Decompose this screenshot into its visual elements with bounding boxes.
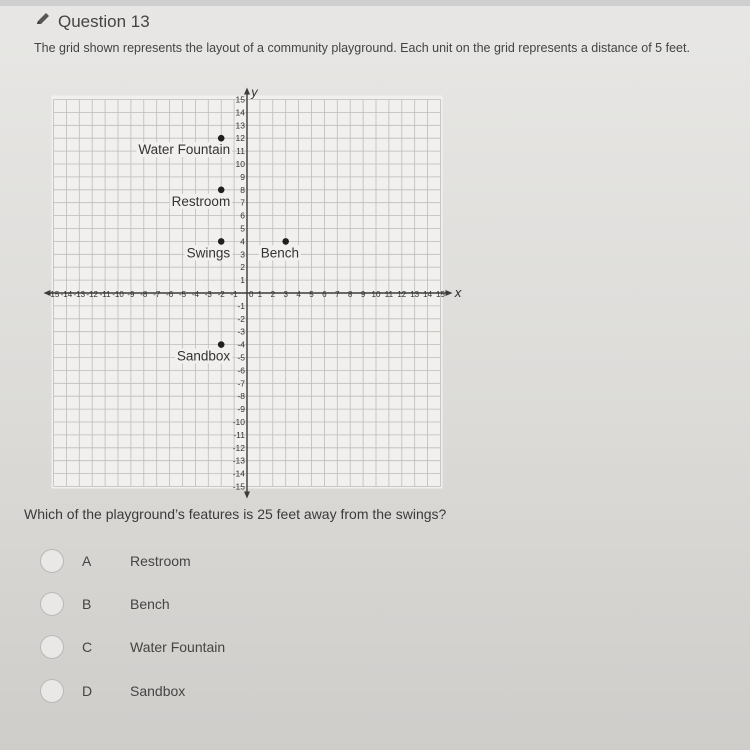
x-tick-label: -3	[204, 290, 212, 299]
point-label: Swings	[186, 245, 231, 261]
data-point	[282, 238, 289, 245]
x-axis-label: x	[454, 286, 462, 300]
x-tick-label: 5	[309, 290, 314, 299]
x-tick-label: 1	[257, 290, 263, 299]
choice-letter: B	[82, 596, 92, 612]
y-tick-label: 5	[240, 223, 245, 234]
y-tick-label: -5	[237, 352, 245, 363]
y-tick-label: 7	[240, 197, 245, 208]
x-tick-label: 6	[322, 290, 327, 299]
x-tick-label: 13	[410, 290, 420, 299]
x-tick-label: 12	[397, 290, 407, 299]
x-tick-label: 7	[335, 290, 340, 299]
y-tick-label: 4	[240, 236, 245, 247]
y-tick-label: 3	[240, 249, 245, 260]
x-tick-label: -4	[191, 290, 199, 299]
radio-c[interactable]	[40, 635, 64, 659]
y-tick-label: 14	[235, 107, 245, 118]
x-tick-label: -2	[217, 290, 225, 299]
point-label: Sandbox	[176, 348, 231, 364]
choice-text: Water Fountain	[130, 639, 226, 655]
x-tick-label: 3	[283, 290, 288, 299]
choice-letter: D	[82, 683, 93, 699]
x-tick-label: 10	[371, 290, 381, 299]
radio-a[interactable]	[40, 549, 64, 573]
y-tick-label: -1	[237, 300, 245, 311]
y-tick-label: 15	[235, 94, 245, 105]
y-tick-label: -14	[232, 468, 245, 479]
origin-label: 0	[249, 290, 254, 299]
choice-c[interactable]	[40, 632, 340, 662]
x-tick-label: -11	[99, 290, 111, 299]
choice-letter: A	[82, 553, 92, 569]
x-tick-label: 14	[423, 290, 433, 299]
data-point	[218, 187, 225, 194]
x-tick-label: -12	[86, 290, 98, 299]
y-tick-label: -7	[237, 378, 245, 389]
y-tick-label: -9	[237, 404, 245, 415]
choice-b[interactable]	[40, 589, 340, 619]
y-tick-label: 9	[240, 171, 245, 182]
choice-a[interactable]	[40, 546, 340, 576]
y-tick-label: 13	[235, 120, 245, 131]
y-tick-label: 2	[240, 262, 245, 273]
x-tick-label: -8	[140, 290, 148, 299]
question-prompt: The grid shown represents the layout of a community playground. Each unit on the grid represents a distance of 5 feet.	[34, 41, 690, 55]
y-tick-label: 10	[235, 159, 245, 169]
y-tick-label: 1	[240, 275, 245, 286]
y-tick-label: -13	[232, 455, 245, 466]
y-axis-arrow	[244, 88, 250, 95]
choice-text: Sandbox	[130, 683, 186, 699]
x-tick-label: -10	[112, 290, 124, 299]
x-tick-label: -13	[73, 290, 86, 299]
y-tick-label: 11	[236, 146, 245, 157]
y-tick-label: -11	[233, 429, 245, 440]
choice-d[interactable]	[40, 676, 340, 706]
x-tick-label: -7	[153, 290, 161, 299]
y-tick-label: -3	[237, 326, 245, 337]
x-tick-label: 9	[360, 290, 366, 299]
point-label: Restroom	[171, 193, 231, 209]
y-tick-label: 6	[240, 210, 245, 221]
x-tick-label: 4	[296, 290, 301, 299]
question-text: Which of the playground’s features is 25 feet away from the swings?	[24, 506, 447, 522]
y-tick-label: -12	[232, 442, 245, 453]
y-axis-label: y	[251, 85, 259, 100]
x-tick-label: 2	[270, 290, 276, 299]
y-tick-label: 8	[240, 184, 245, 195]
data-point	[218, 341, 225, 348]
point-label: Bench	[260, 245, 299, 261]
y-tick-label: -8	[237, 391, 245, 402]
y-tick-label: -10	[232, 417, 245, 427]
y-tick-label: -4	[237, 339, 245, 350]
x-tick-label: -14	[60, 290, 73, 299]
x-tick-label: 8	[347, 290, 353, 299]
data-point	[218, 238, 225, 245]
y-tick-label: -15	[232, 481, 245, 492]
x-tick-label: -9	[127, 290, 135, 299]
x-tick-label: -5	[178, 290, 187, 299]
radio-b[interactable]	[40, 592, 64, 616]
x-tick-label: 15	[436, 290, 445, 299]
point-label: Water Fountain	[138, 142, 231, 158]
y-tick-label: 12	[235, 133, 245, 144]
choice-letter: C	[82, 639, 93, 655]
data-point	[218, 135, 225, 142]
y-tick-label: -6	[237, 365, 245, 376]
x-tick-label: -1	[230, 290, 238, 299]
y-tick-label: -2	[237, 313, 245, 324]
x-tick-label: -6	[166, 290, 174, 299]
question-title: Question 13	[58, 11, 150, 31]
choice-text: Bench	[130, 596, 170, 612]
x-tick-label: -15	[47, 290, 60, 299]
x-tick-label: 11	[384, 290, 394, 299]
x-axis-arrow	[446, 290, 453, 296]
choice-text: Restroom	[130, 553, 191, 569]
y-axis-arrow-down	[244, 492, 250, 499]
radio-d[interactable]	[40, 679, 64, 703]
